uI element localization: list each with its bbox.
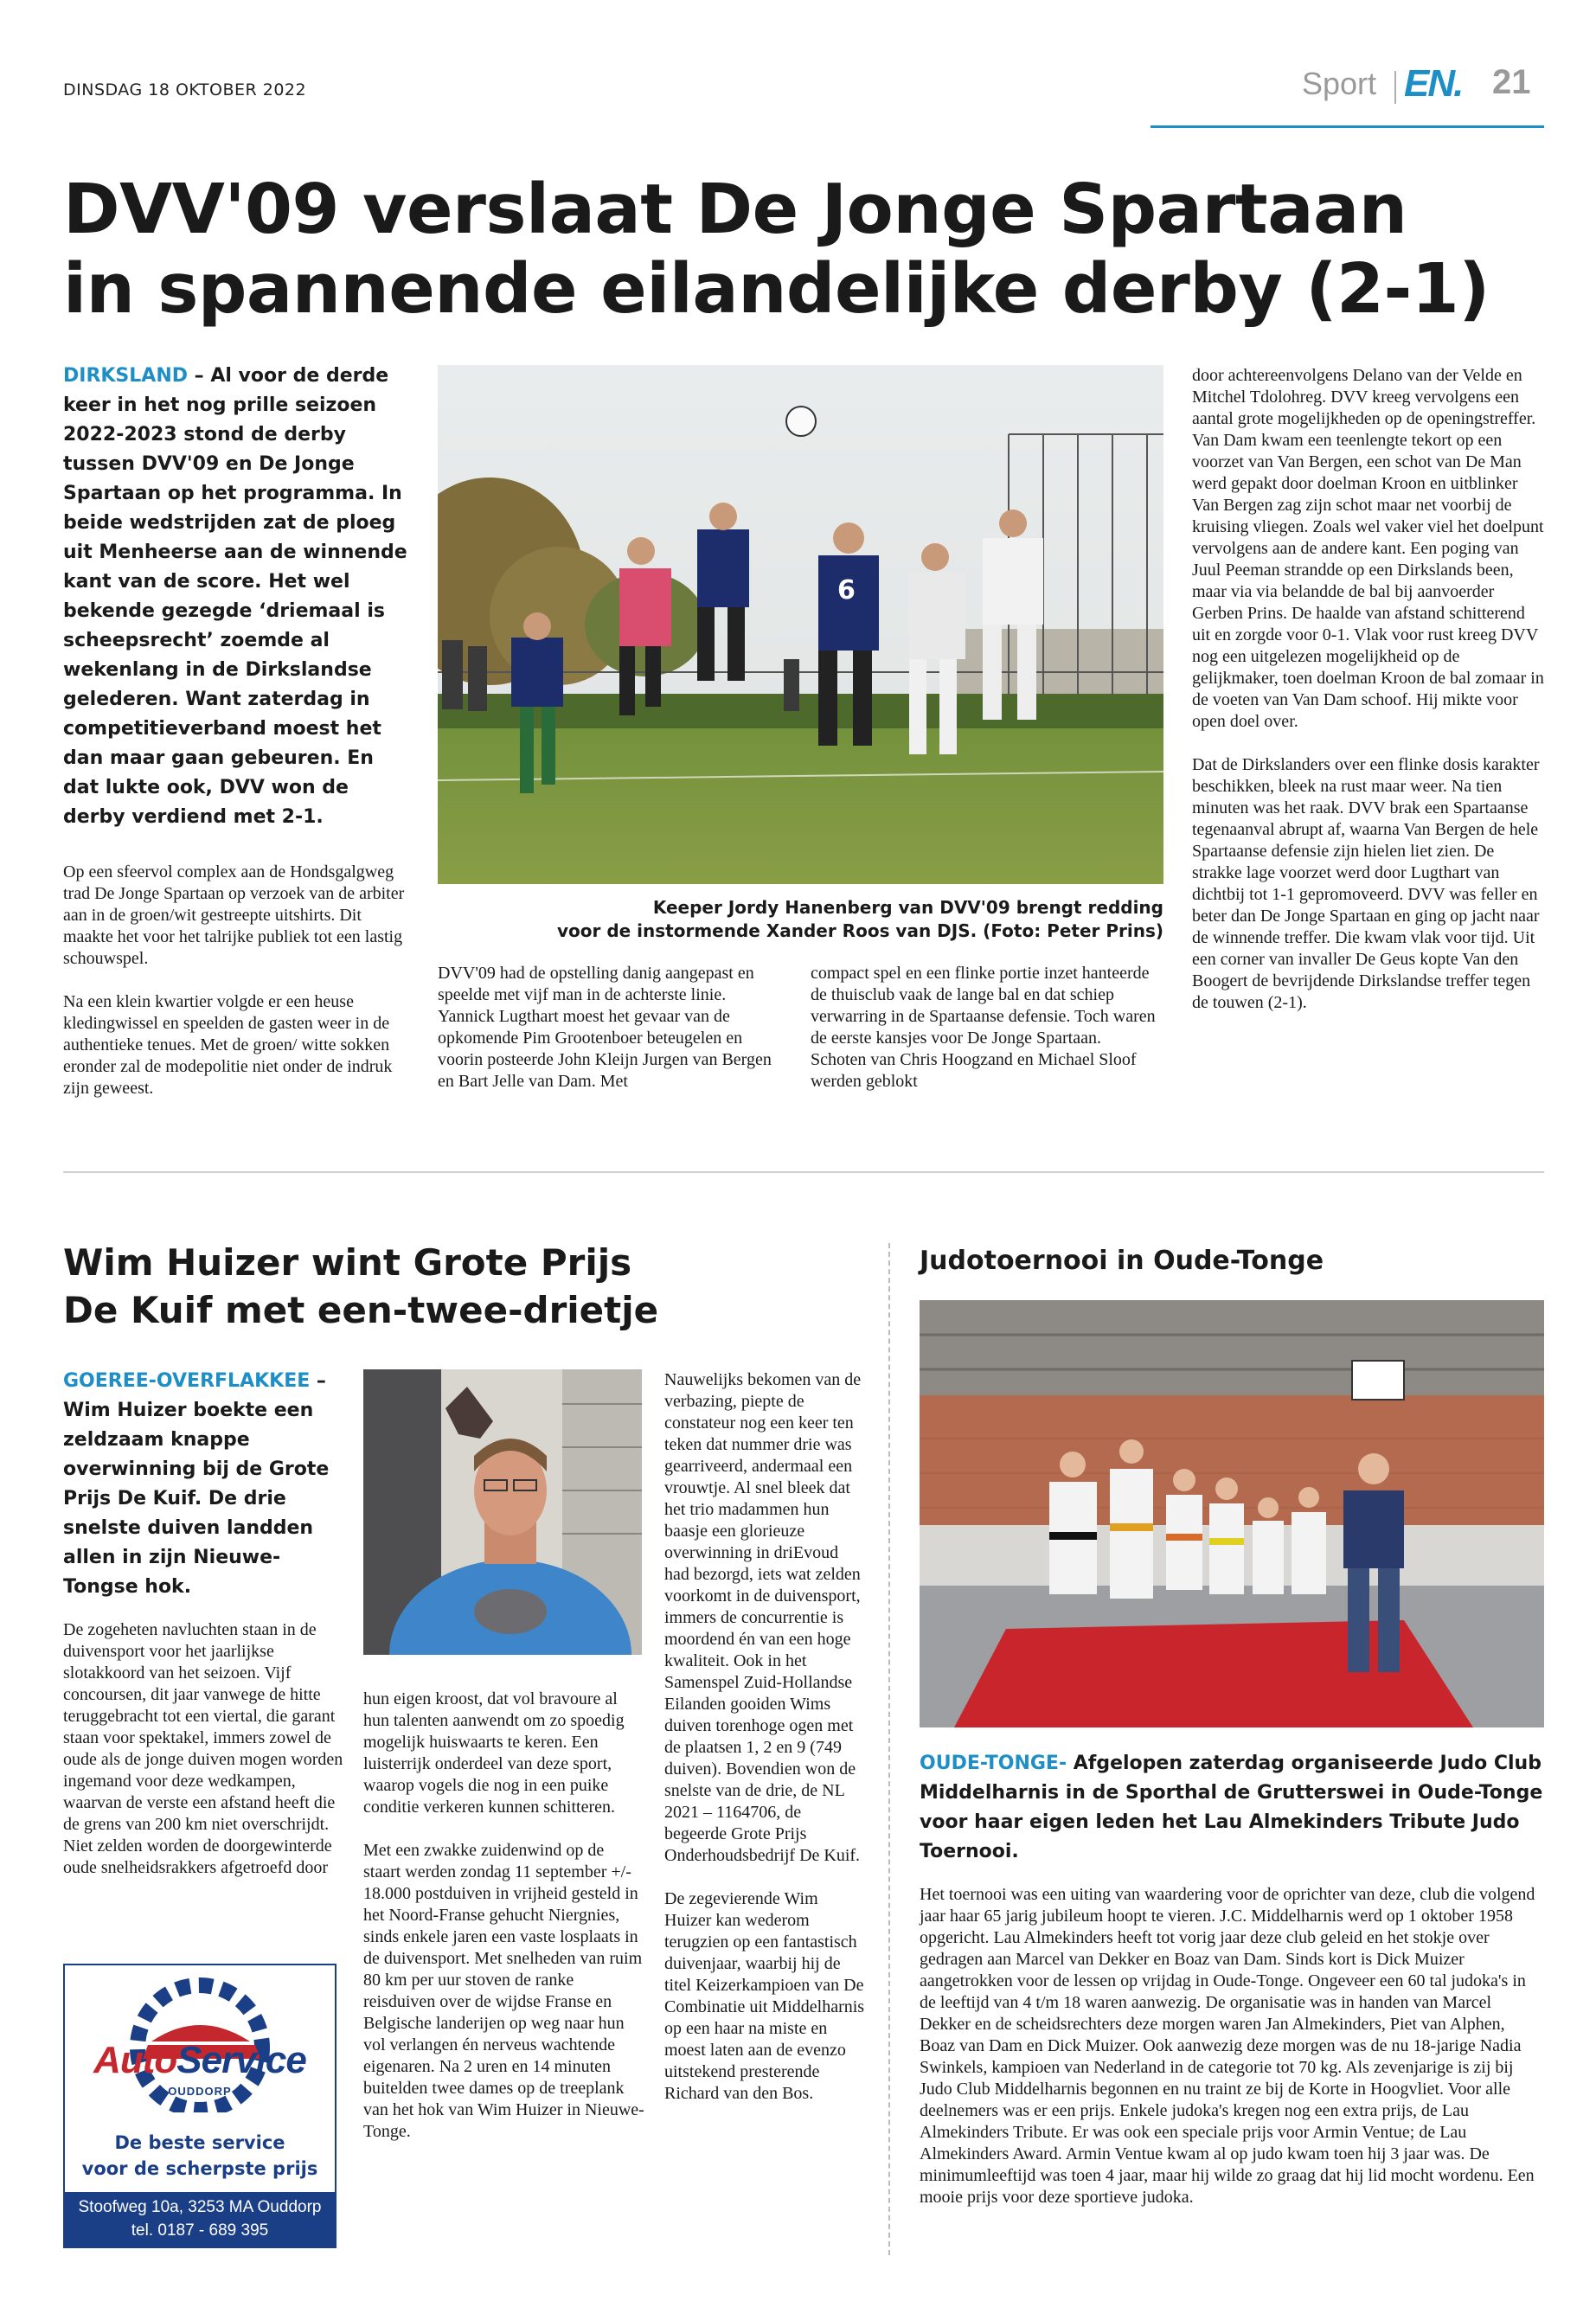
article3-dateline: OUDE-TONGE- <box>920 1753 1067 1774</box>
judo-photo <box>920 1300 1544 1727</box>
newspaper-logo: EN. <box>1404 62 1463 105</box>
article1-col2: DVV'09 had de opstelling danig aangepast en speelde met vijf man in de achterste linie. Yannick Lugthart moest het gevaar van de opkomende Pim Grootenboer beteugelen en voorin posteerde John Kleijn Jurgen van Bergen en Bart Jelle van Dam. Met <box>438 964 772 1091</box>
football-photo-caption <box>438 896 1163 943</box>
football-caption-line2: voor de instormende Xander Roos van DJS. (Foto: Peter Prins) <box>556 920 1163 941</box>
article1-col1 <box>63 862 409 1099</box>
article2-intro-text: – Wim Huizer boekte een zeldzaam knappe overwinning bij de Grote Prijs De Kuif. De drie snelste duiven landden allen in zijn Nieuwe-Tongse hok. <box>63 1370 330 1598</box>
article3-intro-text: Afgelopen zaterdag organiseerde Judo Club Middelharnis in de Sporthal de Grutterswei in Oude-Tonge voor haar eigen leden het Lau Almekinders Tribute Judo Toernooi. <box>920 1753 1543 1862</box>
article2-col2 <box>363 1689 644 2143</box>
article1-headline <box>63 170 1534 329</box>
column-divider <box>888 1243 890 2255</box>
article1-col4 <box>1192 365 1545 1014</box>
article2-col3 <box>664 1369 865 2105</box>
article1-col3: compact spel en een flinke portie inzet hanteerde de thuisclub vaak de lange bal en dat schiep verwarring in de Spartaanse defensie. Toch waren de eerste kansjes voor De Jonge Spartaan. Schoten van Chris Hoogzand en Michael Sloof werden geblokt <box>811 964 1156 1091</box>
article2-dateline: GOEREE-OVERFLAKKEE <box>63 1370 311 1392</box>
article2-col3-p2: De zegevierende Wim Huizer kan wederom terugzien op een fantastisch duivenjaar, waarbij hij de titel Keizerkampioen van De Combinatie uit Middelharnis op een haar na miste en moest laten aan de evenzo uitstekend presterende Richard van den Bos. <box>664 1889 865 2103</box>
article1-intro <box>63 362 409 832</box>
section-label: Sport <box>1302 66 1377 101</box>
ad-brand <box>65 2039 335 2082</box>
portrait-photo <box>363 1369 642 1655</box>
autoservice-advertisement[interactable] <box>63 1964 337 2248</box>
article1-headline-line1: DVV'09 verslaat De Jonge Spartaan <box>63 170 1407 249</box>
article3-intro <box>920 1749 1544 1867</box>
football-caption-line1: Keeper Jordy Hanenberg van DVV'09 brengt redding <box>652 897 1163 918</box>
article1-col1-p2: Na een klein kwartier volgde er een heuse kledingwissel en speelden de gasten weer in de authentieke tenues. Met de groen/ witte sokken eronder zal de modepolitie niet onder de indruk zijn geweest. <box>63 992 393 1098</box>
ad-contact-bar <box>65 2192 335 2247</box>
header-divider <box>1394 71 1396 104</box>
article1-col4-p1: door achtereenvolgens Delano van der Velde en Mitchel Tdolohreg. DVV kreeg vervolgens een aantal grote mogelijkheden op de openingstreffer. Van Dam kwam een teenlengte tekort op een voorzet van Van Bergen, een schot van De Man werd gepakt door doelman Kroon en uitblinker Van Bergen zag zijn schot maar net voorbij de kruising vliegen. Zoals wel vaker viel het doelpunt vervolgens aan de andere kant. Een poging van Juul Peeman strandde op een Dirkslands been, maar via via belandde de bal bij aanvoerder Gerben Prins. De haalde van afstand schitterend uit en zorgde voor 0-1. Vlak voor rust kreeg DVV nog een uitgelezen mogelijkheid op de gelijkmaker, toen doelman Kroon de bal zomaar in de voeten van Van Dam schoof. Hij mikte voor open doel over. <box>1192 366 1544 731</box>
ad-slogan-line1: De beste service <box>114 2132 285 2153</box>
ad-address: Stoofweg 10a, 3253 MA Ouddorp <box>78 2198 322 2216</box>
ad-brand-auto: Auto <box>93 2039 177 2081</box>
svg-text:6: 6 <box>837 575 856 606</box>
article1-col4-p2: Dat de Dirkslanders over een flinke dosis karakter beschikken, bleek na rust maar weer. Na tien minuten was het raak. DVV brak een Spartaanse tegenaanval abrupt af, waarna Van Bergen de hele Spartaanse defensie zijn hielen liet zien. De strakke lage voorzet werd door Lugthart van dichtbij tot 1-1 gepromoveerd. DVV was feller en beter dan De Jonge Spartaan en ging op jacht naar de winnende treffer. Die kwam vlak voor tijd. Uit een corner van invaller De Geus kopte Van den Boogert de bevrijdende Dirkslandse treffer tegen de touwen (2-1). <box>1192 755 1540 1012</box>
article2-col3-p1: Nauwelijks bekomen van de verbazing, piepte de constateur nog een keer ten teken dat nummer drie was gearriveerd, andermaal een vrouwtje. Al snel bleek dat het trio madammen hun baasje een glorieuze overwinning in driEvoud had bezorgd, iets wat zelden voorkomt in de duivensport, immers de concurrentie is moordend én van een hoge kwaliteit. Ook in het Samenspel Zuid-Hollandse Eilanden gooiden Wims duiven torenhoge ogen met de plaatsen 1, 2 en 9 (749 duiven). Bovendien won de snelste van de drie, de NL 2021 – 1164706, de begeerde Grote Prijs Onderhoudsbedrijf De Kuif. <box>664 1370 862 1865</box>
article2-intro <box>63 1367 349 1602</box>
header-rule <box>1151 125 1544 128</box>
article2-col2-p2: Met een zwakke zuidenwind op de staart werden zondag 11 september +/- 18.000 postduiven in vrijheid gesteld in het Noord-Franse gehucht Niergnies, sinds enkele jaren een vaste losplaats in de duivensport. Met snelheden van ruim 80 km per uur stoven de ranke reisduiven over de wijdse Franse en Belgische landerijen op weg naar hun vol verlangen én nerveus wachtende eigenaren. Na 2 uren en 14 minuten buitelden twee dames op de treeplank van het hok van Wim Huizer in Nieuwe-Tonge. <box>363 1841 644 2141</box>
article3-headline: Judotoernooi in Oude-Tonge <box>920 1246 1324 1276</box>
ad-location: OUDDORP <box>168 2085 232 2098</box>
article2-col2-p1: hun eigen kroost, dat vol bravoure al hun talenten aanwendt om zo spoedig mogelijk huiswaarts te keren. Een luisterrijk onderdeel van deze sport, waarop vogels die nog in een puike conditie verkeren kunnen schitteren. <box>363 1689 625 1817</box>
football-photo <box>438 365 1163 884</box>
ad-slogan <box>65 2130 335 2182</box>
ad-phone: tel. 0187 - 689 395 <box>131 2221 269 2240</box>
article3-body: Het toernooi was een uiting van waardering voor de oprichter van deze, club die volgend jaar haar 65 jarig jubileum hoopt te vieren. J.C. Middelharnis werd op 1 oktober 1958 opgericht. Lau Almekinders heeft tot vorig jaar deze club geleid en het stokje over gedragen aan Marcel van Dekker en Boaz van Dam. Sinds kort is Dick Muizer aangetrokken voor de lessen op vrijdag in Oude-Tonge. Ongeveer een 60 tal judoka's in de leeftijd van 4 t/m 18 waren aanwezig. De organisatie was in handen van Marcel Dekker en de scheidsrechters deze morgen waren Jan Almekinders, Piet van Alphen, Boaz van Dam en Dick Muizer. Ook aanwezig deze morgen was de nu 18-jarige Nadia Swinkels, kampioen van Nederland in de categorie tot 70 kg. Als zevenjarige is zij bij Judo Club Middelharnis begonnen en nu traint ze bij de Korte in Hoogvliet. Voor alle deelnemers was er een prijs. Enkele judoka's kregen nog een extra prijs, de Lau Almekinders Tribute. Er was ook een speciale prijs voor Armin Ventue; de Lau Almekinders Award. Armin Ventue kwam al op judo kwam toen hij 3 jaar was. De minimumleeftijd was toen 4 jaar, maar hij wilde zo graag dat hij lid mocht wordenu. Een mooie prijs voor deze sportieve judoka. <box>920 1885 1535 2207</box>
article1-headline-line2: in spannende eilandelijke derby (2-1) <box>63 249 1490 329</box>
issue-date: DINSDAG 18 OKTOBER 2022 <box>63 80 307 99</box>
article1-intro-text: – Al voor de derde keer in het nog prille seizoen 2022-2023 stond de derby tussen DVV'09 en De Jonge Spartaan op het programma. In beide wedstrijden zat de ploeg uit Menheerse aan de winnende kant van de score. Het wel bekende gezegde ‘driemaal is scheepsrecht’ zoemde al wekenlang in de Dirkslandse gelederen. Want zaterdag in competitieverband moest het dan maar gaan gebeuren. En dat lukte ook, DVV won de derby verdiend met 2-1. <box>63 365 407 828</box>
section-divider <box>63 1171 1544 1173</box>
article1-dateline: DIRKSLAND <box>63 365 188 387</box>
article2-headline <box>63 1239 868 1334</box>
ad-brand-service: Service <box>176 2039 306 2081</box>
article2-col1: De zogeheten navluchten staan in de duivensport voor het jaarlijkse slotakkoord van het seizoen. Vijf concoursen, dit jaar vanwege de hitte teruggebracht tot een viertal, die garant staan voor spektakel, immers zowel de oude als de jonge duiven mogen worden ingemand voor deze wedkampen, waarvan de verste een afstand heeft die de grens van 200 km niet overschrijdt. Niet zelden worden de doorgewinterde oude snelheidsrakkers afgetroefd door <box>63 1620 343 1877</box>
ad-slogan-line2: voor de scherpste prijs <box>81 2158 318 2179</box>
article1-col1-p1: Op een sfeervol complex aan de Hondsgalgweg trad De Jonge Spartaan op verzoek van de arbiter aan in de groen/wit gestreepte uitshirts. Dit maakte het voor het talrijke publiek tot een lastig schouwspel. <box>63 862 405 968</box>
article2-headline-line2: De Kuif met een-twee-drietje <box>63 1289 659 1331</box>
article2-headline-line1: Wim Huizer wint Grote Prijs <box>63 1241 632 1284</box>
page-number: 21 <box>1492 63 1531 101</box>
